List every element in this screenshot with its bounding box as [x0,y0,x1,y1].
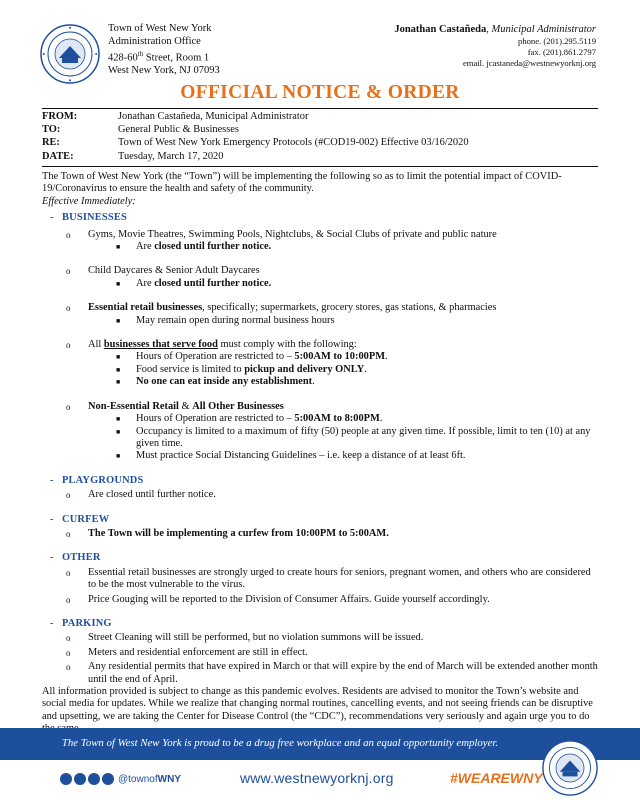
list-item: o The Town will be implementing a curfew from 10:00PM to 5:00AM. [66,527,389,539]
section-curfew: - CURFEW [50,513,110,525]
divider-bottom [42,166,598,167]
administrator-name: Jonathan Castañeda, Municipal Administrator [394,24,596,35]
list-item: o Price Gouging will be reported to the Division of Consumer Affairs. Guide yourself accordingly. [66,593,490,605]
notice-title: OFFICIAL NOTICE & ORDER [180,82,460,103]
closing-paragraph: All information provided is subject to change as this pandemic evolves. Residents are advised to monitor the Town’s website and social media for updates. While we realize that changing normal routines, cancelling events, and not seeing friends can be disruptive and upsetting, we are taking the Center for Disease Control (the “CDC”), recommendations very seriously and again urge you to do [42,686,593,722]
effective-label: Effective Immediately: [42,195,136,207]
list-item: o Any residential permits that have expired in March or that will expire by the end of March will be extended another month until the end of April. [66,661,598,685]
section-parking: - PARKING [50,617,112,629]
office-name: Town of West New York [108,23,212,34]
phone-number: phone. (201).295.5119 [518,36,596,46]
memo-date: DATE: Tuesday, March 17, 2020 [42,150,224,162]
section-businesses: - BUSINESSES [50,212,127,224]
section-playgrounds: - PLAYGROUNDS [50,474,144,486]
list-item: o Street Cleaning will still be performed, but no violation summons will be issued. [66,632,424,644]
office-department: Administration Office [108,35,201,47]
office-city: West New York, NJ 07093 [108,65,220,77]
list-subitem: ■ Are closed until further notice. [116,241,272,253]
memo-header [42,110,469,163]
town-seal-logo-footer [542,740,598,796]
facebook-icon[interactable] [74,773,86,785]
office-address [108,23,220,78]
notice-body [42,171,598,736]
list-item: o Child Daycares & Senior Adult Daycares [66,265,260,277]
town-seal-logo [40,24,100,84]
list-item: o All businesses that serve food must comply with the following: [66,339,357,351]
office-street: 428-60th Street, Room 1 [108,50,210,64]
list-subitem: ■ Hours of Operation are restricted to – 5:00AM to 10:00PM. [116,351,388,363]
social-handle[interactable]: @townofWNY [118,773,181,785]
website-link[interactable]: www.westnewyorknj.org [240,770,394,786]
hashtag: #WEAREWNY [450,770,543,786]
footer-banner-text: The Town of West New York is proud to be a drug free workplace and an equal opportunity employer. [61,737,499,749]
memo-re: RE: Town of West New York Emergency Protocols (#COD19-002) Effective 03/16/2020 [42,137,469,149]
section-other: - OTHER [50,552,101,564]
list-item: o Essential retail businesses, specifically; supermarkets, grocery stores, gas stations, & pharmacies [66,302,497,314]
list-subitem: ■ May remain open during normal business hours [116,314,335,326]
intro-paragraph: The Town of West New York (the “Town”) will be implementing the following so as to limit the potential impact of COVID-19/Coronavirus to ensure the health and safety of the community. [42,171,562,195]
list-subitem: ■ Must practice Social Distancing Guidelines – i.e. keep a distance of at least 6ft. [116,450,466,462]
list-item: o Gyms, Movie Theatres, Swimming Pools, Nightclubs, & Social Clubs of private and public nature [66,228,497,240]
list-subitem: ■ Occupancy is limited to a maximum of fifty (50) people at any given time. If possible, limit to ten (10) at any given time. [116,425,591,449]
list-item: o Meters and residential enforcement are still in effect. [66,646,308,658]
list-subitem: ■ Are closed until further notice. [116,277,272,289]
memo-to: TO: General Public & Businesses [42,124,239,136]
twitter-icon[interactable] [60,773,72,785]
email-address: email. jcastaneda@westnewyorknj.org [462,58,596,68]
fax-number: fax. (201).861.2797 [527,47,596,57]
list-subitem: ■ Food service is limited to pickup and delivery ONLY. [116,363,367,375]
list-subitem: ■ No one can eat inside any establishment. [116,376,315,388]
memo-from: FROM: Jonathan Castañeda, Municipal Administrator [42,111,309,122]
list-item: o Are closed until further notice. [66,489,216,501]
list-item: o Non-Essential Retail & All Other Businesses [66,400,284,412]
list-item: o Essential retail businesses are strongly urged to create hours for seniors, pregnant women, and others who are considered to be the most vulnerable to the virus. [66,566,591,591]
list-subitem: ■ Hours of Operation are restricted to – 5:00AM to 8:00PM. [116,413,383,425]
instagram-icon[interactable] [88,773,100,785]
social-links [60,773,181,785]
youtube-icon[interactable] [102,773,114,785]
divider-top [42,108,598,109]
administrator-contact [394,23,596,69]
